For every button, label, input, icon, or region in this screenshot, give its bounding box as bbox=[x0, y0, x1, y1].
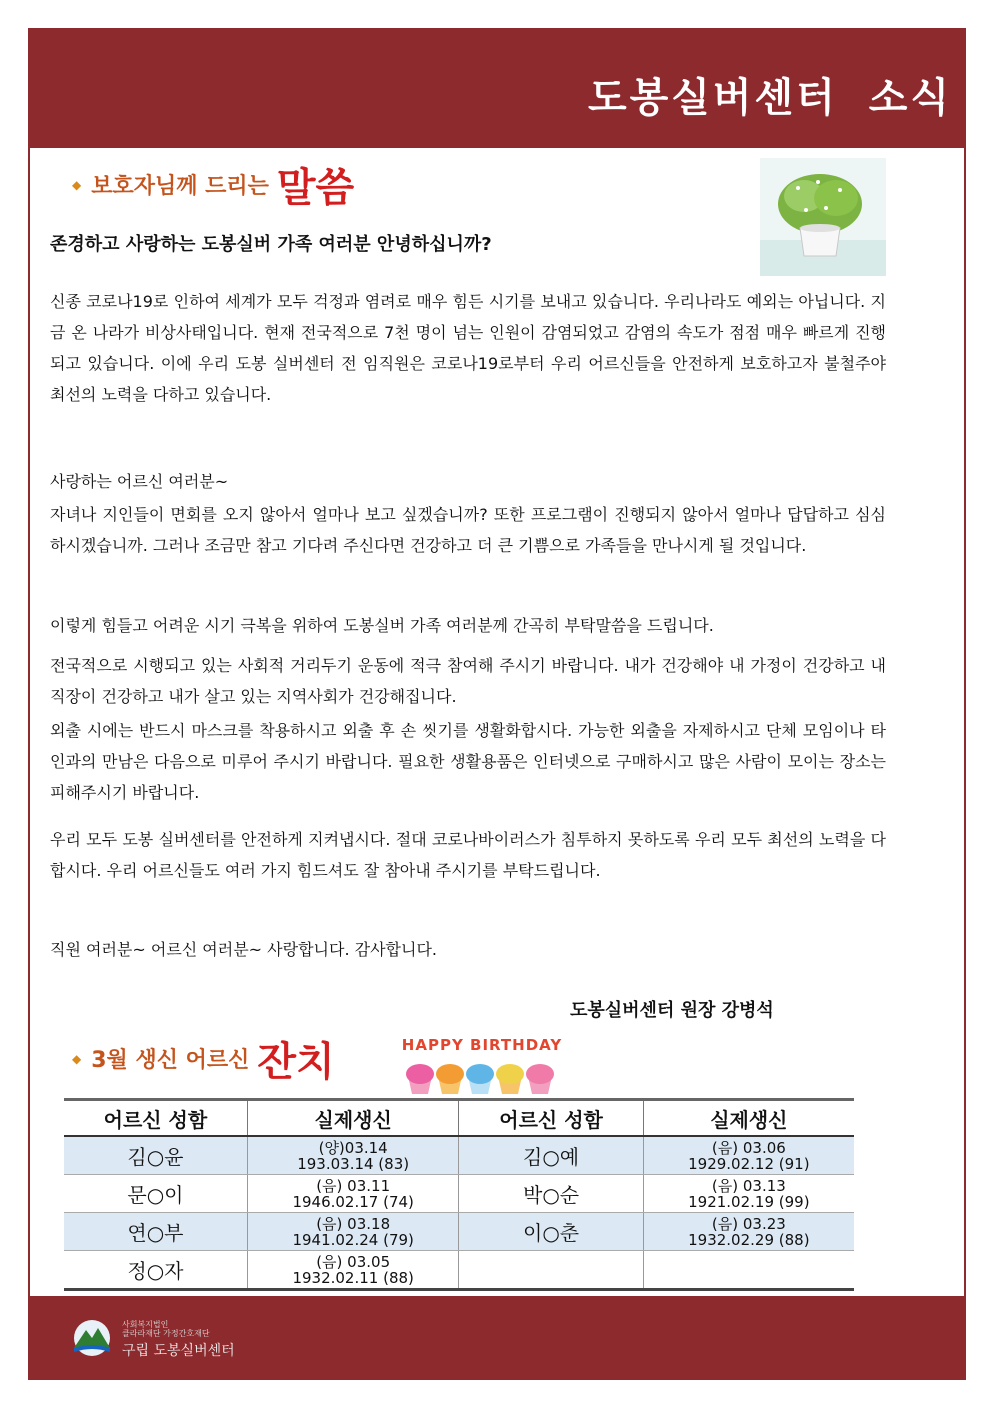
birthday-cell bbox=[643, 1213, 854, 1251]
birth-date-age: 1941.02.24 (79) bbox=[292, 1230, 414, 1249]
birth-date-age: 1929.02.12 (91) bbox=[688, 1154, 810, 1173]
birthday-cell bbox=[247, 1251, 459, 1290]
section-heading-emphasis: 말씀 bbox=[276, 165, 355, 211]
table-row bbox=[64, 1251, 854, 1290]
section-heading-birthday bbox=[72, 1030, 335, 1087]
paragraph-2-salutation: 사랑하는 어르신 여러분~ bbox=[50, 472, 229, 491]
signature: 도봉실버센터 원장 강병석 bbox=[570, 1000, 774, 1021]
birthday-date: (음) 03.06 bbox=[711, 1138, 786, 1157]
section-heading-emphasis: 잔치 bbox=[257, 1039, 335, 1085]
table-row bbox=[64, 1213, 854, 1251]
header-bar bbox=[28, 28, 966, 148]
table-header: 실제생신 bbox=[247, 1100, 459, 1137]
birthday-date: (양)03.14 bbox=[318, 1138, 388, 1157]
elder-name bbox=[459, 1251, 643, 1290]
birth-date-age: 1932.02.11 (88) bbox=[292, 1268, 414, 1287]
paragraph-6: 직원 여러분~ 어르신 여러분~ 사랑합니다. 감사합니다. bbox=[50, 940, 437, 959]
birthday-cell bbox=[247, 1175, 459, 1213]
birthday-table bbox=[64, 1098, 854, 1291]
section-heading-lead: 3월 생신 어르신 bbox=[91, 1048, 250, 1073]
birthday-cell bbox=[643, 1136, 854, 1175]
paragraph-1: 신종 코로나19로 인하여 세계가 모두 걱정과 염려로 매우 힘든 시기를 보내고 있습니다. 우리나라도 예외는 아닙니다. 지금 온 나라가 비상사태입니다. 현재 전국적으로 7천 명이 넘는 인원이 감염되었고 감염의 속도가 점점 매우 빠르게 진행되고 있습니다. 이에 우리 도봉 실버센터 전 임직원은 코로나19로부터 우리 어르신들을 안전하게 보호하고자 불철주야 최선의 노력을 다하고 있습니다. bbox=[50, 292, 886, 404]
table-row bbox=[64, 1136, 854, 1175]
birthday-date: (음) 03.18 bbox=[316, 1214, 391, 1233]
footer-org-line: 클라라재단 가정간호재단 bbox=[122, 1329, 210, 1338]
paragraph-5: 우리 모두 도봉 실버센터를 안전하게 지켜냅시다. 절대 코로나바이러스가 침투하지 못하도록 우리 모두 최선의 노력을 다합시다. 우리 어르신들도 여러 가지 힘드셔도 잘 참아내 주시기를 부탁드립니다. bbox=[50, 830, 886, 880]
elder-name: 김○윤 bbox=[64, 1136, 247, 1175]
birthday-date: (음) 03.11 bbox=[316, 1176, 391, 1195]
table-header-row bbox=[64, 1100, 854, 1137]
elder-name: 연○부 bbox=[64, 1213, 247, 1251]
birthday-cell bbox=[247, 1213, 459, 1251]
table-header: 실제생신 bbox=[643, 1100, 854, 1137]
happy-birthday-banner: HAPPY BIRTHDAY bbox=[401, 1036, 563, 1054]
footer-org-name: 구립 도봉실버센터 bbox=[122, 1343, 235, 1359]
section-heading-message bbox=[72, 156, 354, 213]
table-header: 어르신 성함 bbox=[64, 1100, 247, 1137]
footer-bar bbox=[28, 1296, 966, 1380]
elder-name: 정○자 bbox=[64, 1251, 247, 1290]
paragraph-4a: 전국적으로 시행되고 있는 사회적 거리두기 운동에 적극 참여해 주시기 바랍니다. 내가 건강해야 내 가정이 건강하고 내 직장이 건강하고 내가 살고 있는 지역사회가 건강해집니다. bbox=[50, 656, 886, 706]
birth-date-age: 1921.02.19 (99) bbox=[688, 1192, 810, 1211]
birth-date-age: 1946.02.17 (74) bbox=[292, 1192, 414, 1211]
elder-name: 이○춘 bbox=[459, 1213, 643, 1251]
birthday-cell bbox=[247, 1136, 459, 1175]
paragraph-4b: 외출 시에는 반드시 마스크를 착용하시고 외출 후 손 씻기를 생활화합시다. 가능한 외출을 자제하시고 단체 모임이나 타인과의 만남은 다음으로 미루어 주시기 바랍니다. 필요한 생활용품은 인터넷으로 구매하시고 많은 사람이 모이는 장소는 피해주시기 바랍니다. bbox=[50, 721, 886, 802]
mountain-logo-icon bbox=[70, 1318, 114, 1358]
page-title: 도봉실버센터 소식 bbox=[587, 75, 952, 121]
birthday-date: (음) 03.05 bbox=[316, 1252, 391, 1271]
footer-org-line: 사회복지법인 bbox=[122, 1320, 169, 1329]
birthday-cell bbox=[643, 1175, 854, 1213]
paragraph-3: 이렇게 힘들고 어려운 시기 극복을 위하여 도봉실버 가족 여러분께 간곡히 부탁말씀을 드립니다. bbox=[50, 616, 714, 635]
paragraph-2: 자녀나 지인들이 면회를 오지 않아서 얼마나 보고 싶겠습니까? 또한 프로그램이 진행되지 않아서 얼마나 답답하고 심심하시겠습니까. 그러나 조금만 참고 기다려 주신다면 건강하고 더 큰 기쁨으로 가족들을 만나시게 될 것입니다. bbox=[50, 505, 886, 555]
birthday-date: (음) 03.23 bbox=[711, 1214, 786, 1233]
table-header: 어르신 성함 bbox=[459, 1100, 643, 1137]
birth-date-age: 193.03.14 (83) bbox=[297, 1154, 410, 1173]
table-row bbox=[64, 1175, 854, 1213]
birth-date-age: 1932.02.29 (88) bbox=[688, 1230, 810, 1249]
elder-name: 김○예 bbox=[459, 1136, 643, 1175]
footer-org-small bbox=[122, 1320, 210, 1338]
elder-name: 박○순 bbox=[459, 1175, 643, 1213]
bullet-icon: ◆ bbox=[72, 1051, 82, 1066]
greeting-text: 존경하고 사랑하는 도봉실버 가족 여러분 안녕하십니까? bbox=[50, 234, 492, 255]
plant-illustration bbox=[760, 158, 886, 276]
section-heading-lead: 보호자님께 드리는 bbox=[91, 174, 269, 199]
birthday-date: (음) 03.13 bbox=[711, 1176, 786, 1195]
birthday-cell bbox=[643, 1251, 854, 1290]
elder-name: 문○이 bbox=[64, 1175, 247, 1213]
bullet-icon: ◆ bbox=[72, 177, 82, 192]
birthday-cupcakes-illustration bbox=[392, 1028, 572, 1096]
